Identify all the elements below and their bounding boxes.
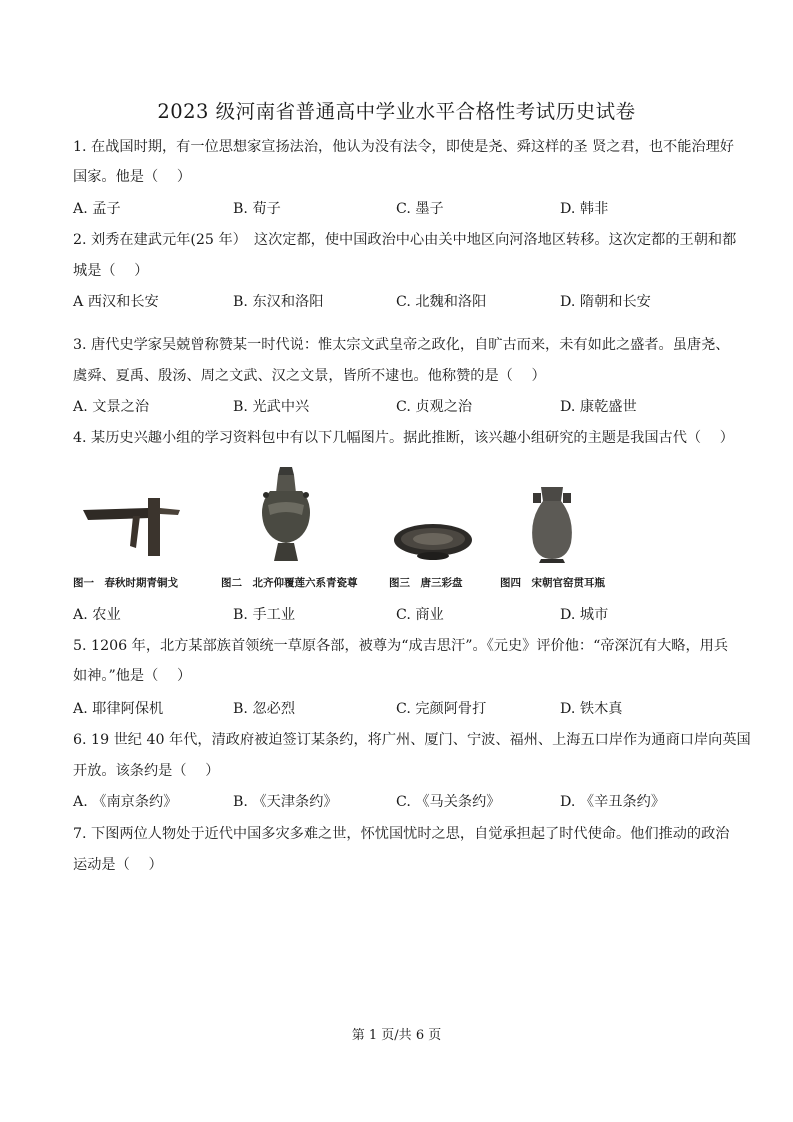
option-b: B. 忽必烈 [233, 701, 296, 717]
question-7-line-1: 7. 下图两位人物处于近代中国多灾多难之世，怀忧国忧时之思，自觉承担起了时代使命。他们推动的政治 [73, 826, 730, 842]
page-title: 2023 级河南省普通高中学业水平合格性考试历史试卷 [157, 100, 636, 123]
option-d: D. 《辛丑条约》 [560, 794, 666, 810]
question-5-options [73, 699, 753, 719]
question-7-line-2: 运动是（ ） [73, 857, 163, 873]
question-4-line-1: 4. 某历史兴趣小组的学习资料包中有以下几幅图片。据此推断，该兴趣小组研究的主题是我国古代（ ） [73, 430, 734, 446]
question-1-line-1: 1. 在战国时期，有一位思想家宣扬法治，他认为没有法令，即使是尧、舜这样的圣 贤之君，也不能治理好 [73, 139, 734, 155]
bronze-ge-icon [78, 488, 183, 558]
option-c: C. 商业 [396, 607, 444, 623]
option-c: C. 《马关条约》 [396, 794, 501, 810]
celadon-zun-icon [256, 465, 316, 565]
question-1-line-2: 国家。他是（ ） [73, 169, 192, 185]
option-a: A. 耶律阿保机 [73, 701, 164, 717]
option-b: B. 《天津条约》 [233, 794, 338, 810]
option-d: D. 康乾盛世 [560, 399, 637, 415]
option-d: D. 隋朝和长安 [560, 294, 651, 310]
figure-2-caption: 图二 北齐仰覆莲六系青瓷尊 [221, 577, 358, 589]
figure-1-caption: 图一 春秋时期青铜戈 [73, 577, 178, 589]
question-6-options [73, 792, 753, 812]
tricolor-plate-icon [392, 520, 474, 562]
question-2-options [73, 292, 753, 312]
guan-vase-icon [527, 485, 577, 565]
question-3-line-1: 3. 唐代史学家吴兢曾称赞某一时代说：惟太宗文武皇帝之政化，自旷古而来，未有如此之盛者。虽唐尧、 [73, 337, 730, 353]
figure-4-caption: 图四 宋朝官窑贯耳瓶 [500, 577, 605, 589]
question-5-line-2: 如神。”他是（ ） [73, 668, 192, 684]
option-a: A. 《南京条约》 [73, 794, 178, 810]
figure-4 [527, 485, 577, 569]
figure-2 [256, 465, 316, 569]
figure-3 [392, 520, 474, 566]
option-a: A. 农业 [73, 607, 121, 623]
question-4-options [73, 605, 753, 625]
question-1-options [73, 199, 753, 219]
option-b: B. 手工业 [233, 607, 296, 623]
option-d: D. 城市 [560, 607, 609, 623]
question-6-line-1: 6. 19 世纪 40 年代，清政府被迫签订某条约，将广州、厦门、宁波、福州、上海五口岸作为通商口岸向英国 [73, 732, 751, 748]
option-c: C. 北魏和洛阳 [396, 294, 487, 310]
question-5-line-1: 5. 1206 年，北方某部族首领统一草原各部，被尊为“成吉思汗”。《元史》评价他：“帝深沉有大略，用兵 [73, 638, 729, 654]
option-a: A 西汉和长安 [73, 294, 159, 310]
option-b: B. 荀子 [233, 201, 281, 217]
option-b: B. 光武中兴 [233, 399, 310, 415]
question-3-options [73, 397, 753, 417]
figure-3-caption: 图三 唐三彩盘 [389, 577, 463, 589]
question-6-line-2: 开放。该条约是（ ） [73, 763, 220, 779]
question-3-line-2: 虞舜、夏禹、殷汤、周之文武、汉之文景，皆所不逮也。他称赞的是（ ） [73, 368, 546, 384]
option-c: C. 墨子 [396, 201, 444, 217]
page-footer: 第 1 页/共 6 页 [351, 1028, 442, 1043]
figure-1 [78, 488, 183, 562]
option-a: A. 孟子 [73, 201, 121, 217]
option-c: C. 完颜阿骨打 [396, 701, 487, 717]
question-2-line-1: 2. 刘秀在建武元年(25 年） 这次定都，使中国政治中心由关中地区向河洛地区转移。这次定都的王朝和都 [73, 232, 737, 248]
option-d: D. 铁木真 [560, 701, 623, 717]
option-c: C. 贞观之治 [396, 399, 473, 415]
option-d: D. 韩非 [560, 201, 609, 217]
option-b: B. 东汉和洛阳 [233, 294, 324, 310]
question-2-line-2: 城是（ ） [73, 263, 149, 279]
option-a: A. 文景之治 [73, 399, 150, 415]
